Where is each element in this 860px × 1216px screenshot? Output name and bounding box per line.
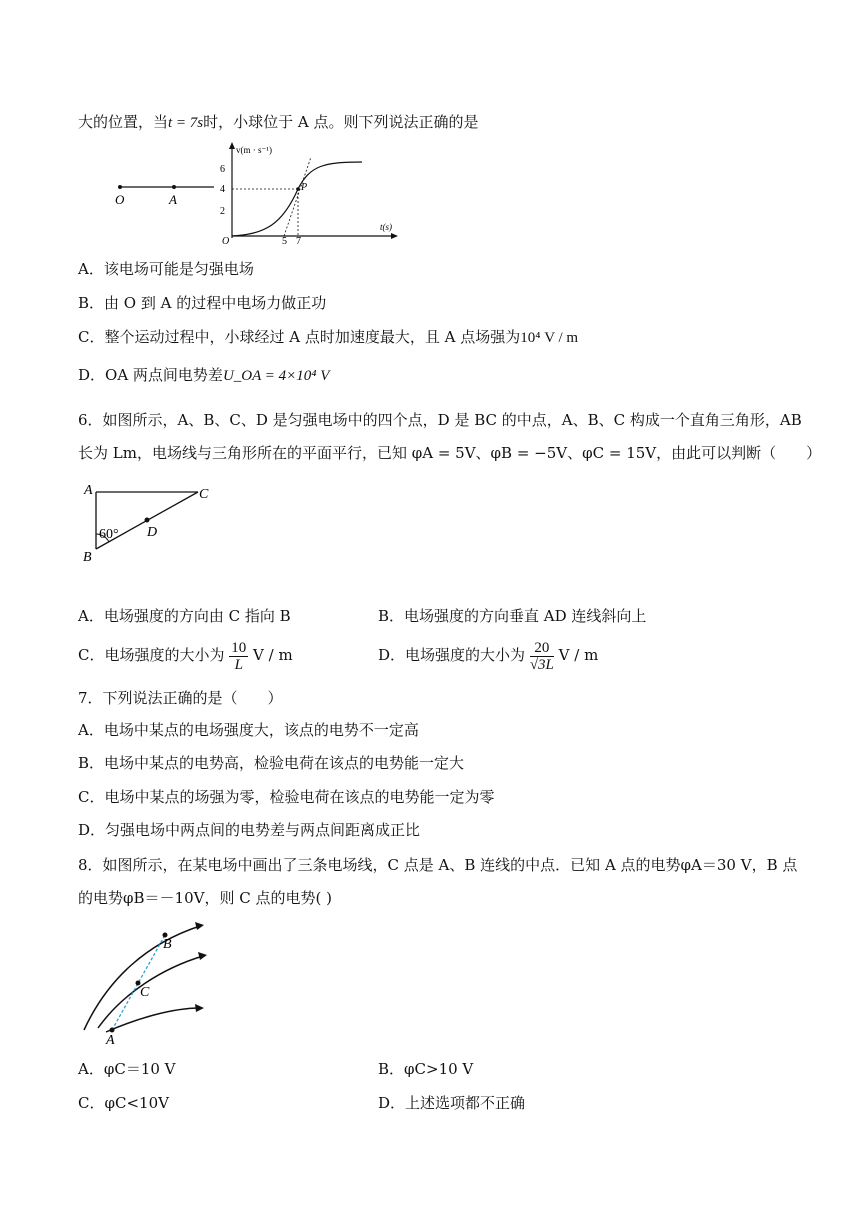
q8-label-B: B xyxy=(163,937,172,952)
q5-option-c: C．整个运动过程中，小球经过 A 点时加速度最大，且 A 点场强为10⁴ V / m xyxy=(78,328,579,346)
q5-xtick-5: 5 xyxy=(282,236,287,245)
q5-point-O: O xyxy=(115,192,125,207)
q6-triangle-figure xyxy=(78,476,228,566)
q8-option-a: A．φC＝10 V xyxy=(78,1060,176,1078)
q7-option-d: D．匀强电场中两点间的电势差与两点间距离成正比 xyxy=(78,821,421,839)
q5-graph-origin: O xyxy=(222,236,230,245)
q5-graph-ylabel: v(m · s⁻¹) xyxy=(236,145,272,155)
q8-stem-line2: 的电势φB＝－10V，则 C 点的电势( ) xyxy=(78,889,332,907)
q8-stem-line1: 8．如图所示，在某电场中画出了三条电场线，C 点是 A、B 连线的中点．已知 A 点的电势φA＝30 V，B 点 xyxy=(78,856,798,874)
q6-option-d-fraction: $\frac{20}{√3L}$ xyxy=(529,639,554,673)
q5-graph-xlabel: t(s) xyxy=(380,222,392,232)
q8-label-A: A xyxy=(106,1033,115,1046)
q6-angle-label: 60° xyxy=(99,527,119,542)
q7-option-b: B．电场中某点的电势高，检验电荷在该点的电势能一定大 xyxy=(78,754,465,772)
q6-label-D: D xyxy=(147,525,158,540)
q5-ytick-2: 2 xyxy=(220,206,225,217)
q6-label-C: C xyxy=(199,487,209,502)
q5-option-a: A．该电场可能是匀强电场 xyxy=(78,260,254,278)
q5-vt-graph xyxy=(210,140,400,245)
q6-option-d: D．电场强度的大小为 $\frac{20}{√3L}$ V / m xyxy=(378,639,599,673)
q8-field-lines-figure xyxy=(78,918,218,1046)
q7-stem: 7．下列说法正确的是（ ） xyxy=(78,689,283,707)
q6-option-b: B．电场强度的方向垂直 AD 连线斜向上 xyxy=(378,607,647,625)
q5-option-d: D．OA 两点间电势差U_OA = 4×10⁴ V xyxy=(78,366,330,384)
q5-stem-tail: 大的位置，当t = 7s时，小球位于 A 点。则下列说法正确的是 xyxy=(78,113,479,131)
q6-option-c-fraction: $\frac{10}{L}$ xyxy=(231,639,247,673)
q7-option-c: C．电场中某点的场强为零，检验电荷在该点的电势能一定为零 xyxy=(78,788,495,806)
q5-ytick-6: 6 xyxy=(220,164,225,175)
q5-point-P: P xyxy=(301,182,308,193)
q8-option-c: C．φC<10V xyxy=(78,1094,169,1112)
q5-option-b: B．由 O 到 A 的过程中电场力做正功 xyxy=(78,294,327,312)
q8-option-d: D．上述选项都不正确 xyxy=(378,1094,526,1112)
q6-option-c: C．电场强度的大小为 $\frac{10}{L}$ V / m xyxy=(78,639,293,673)
q5-line-figure xyxy=(110,175,220,210)
q6-stem-line1: 6．如图所示，A、B、C、D 是匀强电场中的四个点，D 是 BC 的中点，A、B、C 构成一个直角三角形，AB xyxy=(78,411,802,429)
q6-option-a: A．电场强度的方向由 C 指向 B xyxy=(78,607,291,625)
q6-label-B: B xyxy=(83,550,92,565)
q6-stem-line2: 长为 Lm，电场线与三角形所在的平面平行，已知 φA = 5V、φB = −5V、φC = 15V，由此可以判断（ ） xyxy=(78,444,822,462)
q6-label-A: A xyxy=(84,483,93,498)
q5-ytick-4: 4 xyxy=(220,184,225,195)
q7-option-a: A．电场中某点的电场强度大，该点的电势不一定高 xyxy=(78,721,419,739)
q8-label-C: C xyxy=(140,985,150,1000)
q5-xtick-7: 7 xyxy=(296,236,301,245)
q8-option-b: B．φC>10 V xyxy=(378,1060,474,1078)
q5-point-A: A xyxy=(169,192,177,207)
